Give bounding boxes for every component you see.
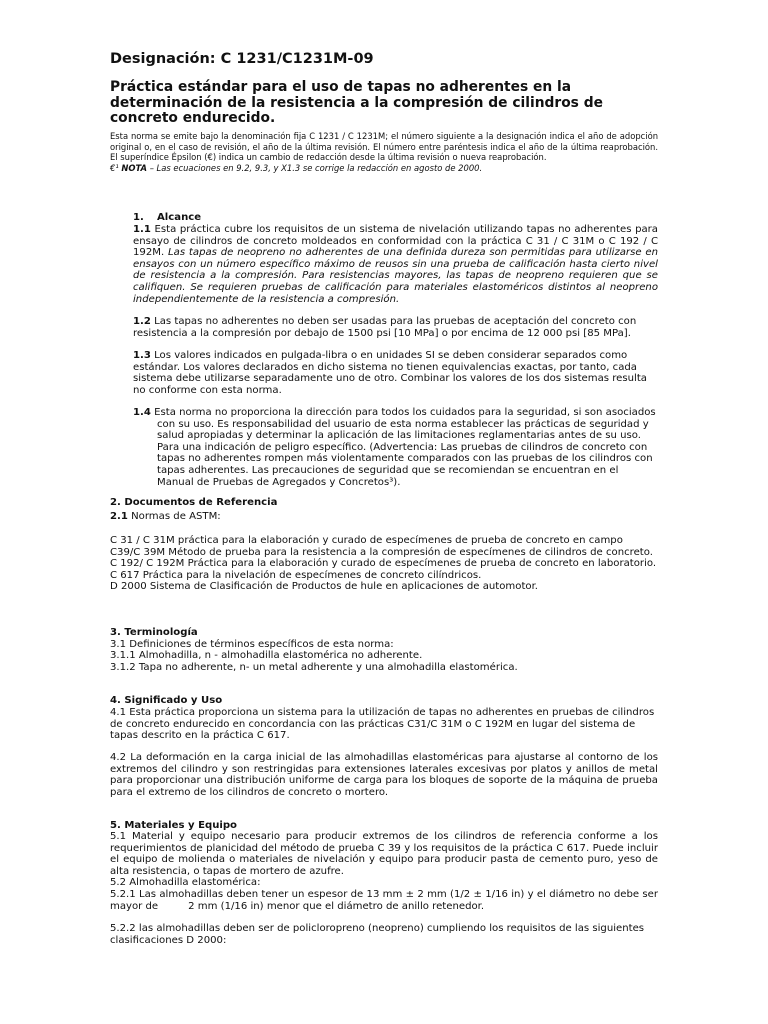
paragraph-1-3 [133,350,658,396]
paragraph-5-2: 5.2 Almohadilla elastomérica: [110,877,261,889]
reference-item: C 31 / C 31M práctica para la elaboración y curado de especímenes de prueba de concreto en campo [110,535,623,546]
paragraph-1-1 [133,224,658,305]
paragraph-1-4-text: Esta norma no proporciona la dirección para todos los cuidados para la seguridad, si son asociados con su uso. Es responsabilidad del usuario de esta norma establecer las prácticas de seguridad y salud apropiadas y determinar la aplicación de las limitaciones reglamentarias antes de su uso. Para una indicación de peligro específico. (Advertencia: Las pruebas de cilindros de concreto con tapas no adherentes rompen más violentamente comparados con las pruebas de los cilindros con tapas adherentes. Las precauciones de seguridad que se recomiendan se encuentran en el Manual de Pruebas de Agregados y Concretos³). [150,407,656,488]
terminology-line: 3.1.2 Tapa no adherente, n- un metal adherente y una almohadilla elastomérica. [110,661,518,673]
issue-note [110,163,658,174]
paragraph-1-4-number: 1.4 [133,407,151,418]
issue-text: Esta norma se emite bajo la denominación fija C 1231 / C 1231M; el número siguiente a la designación indica el año de adopción original o, en el caso de revisión, el año de la última revisión. El número entre paréntesis indica el año de la última reaprobación. El superíndice Épsilon (€) indica un cambio de redacción desde la última revisión o nueva reaprobación. [110,131,658,163]
section-1-heading [133,212,653,224]
note-label: NOTA [121,162,148,173]
section-1-number: 1. [133,212,144,223]
paragraph-5-2-1-a: 5.2.1 Las almohadillas deben tener un espesor de 13 mm ± 2 mm (1/2 ± 1/16 in) y el diámetro no debe ser mayor de [110,888,658,912]
paragraph-1-1-number: 1.1 [133,224,151,235]
paragraph-1-2-number: 1.2 [133,316,151,327]
paragraph-4-1: 4.1 Esta práctica proporciona un sistema para la utilización de tapas no adherentes en pruebas de cilindros de concreto endurecido en concordancia con las prácticas C31/C 31M o C 192M en lugar del sistema de tapas descrito en la práctica C 617. [110,707,655,742]
reference-item: C39/C 39M Método de prueba para la resistencia a la compresión de especímenes de cilindros de concreto. [110,546,653,558]
section-4-heading [110,695,658,707]
document-title: Práctica estándar para el uso de tapas no adherentes en la determinación de la resistencia a la compresión de cilindros de concreto endurecido. [110,79,603,126]
document-designation: Designación: C 1231/C1231M-09 [110,51,374,67]
terminology-line: 3.1.1 Almohadilla, n - almohadilla elastomérica no adherente. [110,650,423,662]
terminology-line: 3.1 Definiciones de términos específicos de esta norma: [110,638,394,650]
paragraph-1-2 [133,316,658,339]
section-2-title: 2. Documentos de Referencia [110,497,278,508]
reference-item: C 617 Práctica para la nivelación de especímenes de concreto cilíndricos. [110,569,482,581]
section-3-heading: 3. Terminología [110,627,198,638]
reference-item: D 2000 Sistema de Clasificación de Productos de hule en aplicaciones de automotor. [110,581,539,593]
paragraph-5-2-1-b: 2 mm (1/16 in) menor que el diámetro de anillo retenedor. [188,900,485,912]
paragraph-1-1-text: Esta práctica cubre los requisitos de un sistema de nivelación utilizando tapas no adherentes para ensayo de cilindros de concreto moldeados en conformidad con la práctica C 31 / C 31M o C 192 / C 192M. [133,224,658,259]
section-5-body [110,831,658,912]
paragraph-5-2-2: 5.2.2 las almohadillas deben ser de policloropreno (neopreno) cumpliendo los requisitos de las siguientes clasificaciones D 2000: [110,923,645,946]
section-1-title: Alcance [157,212,202,223]
reference-item: C 192/ C 192M Práctica para la elaboración y curado de especímenes de prueba de concreto en laboratorio. [110,558,657,570]
epsilon-symbol: €¹ [110,162,119,173]
paragraph-5-1: 5.1 Material y equipo necesario para producir extremos de los cilindros de referencia conforme a los requerimientos de planicidad del método de prueba C 39 y los requisitos de la práctica C 617. Puede incluir el equipo de molienda o materiales de nivelación y equipo para producir pasta de cemento puro, yeso de alta resistencia, o tapas de mortero de azufre. [110,831,658,877]
paragraph-1-1-italic: Las tapas de neopreno no adherentes de una definida dureza son permitidas para utilizarse en ensayos con un número específico máximo de reusos sin una prueba de calificación hasta cierto nivel de resistencia a la compresión. Para resistencias mayores, las tapas de neopreno requieren que se califiquen. Se requieren pruebas de calificación para materiales elastoméricos distintos al neopreno independientemente de la resistencia a compresión. [133,247,658,305]
issue-statement [110,131,658,173]
paragraph-2-1-number: 2.1 [110,511,128,522]
section-5-title: 5. Materiales y Equipo [110,820,237,831]
paragraph-1-3-text: Los valores indicados en pulgada-libra o en unidades SI se deben considerar separados como estándar. Los valores declarados en dicho sistema no tienen equivalencias exactas, por tanto, cada sistema debe utilizarse separadamente uno de otro. Combinar los valores de los dos sistemas resulta no conforme con esta norma. [133,350,647,396]
note-text: – Las ecuaciones en 9.2, 9.3, y X1.3 se corrige la redacción en agosto de 2000. [147,162,483,173]
paragraph-1-3-number: 1.3 [133,350,151,361]
paragraph-4-2: 4.2 La deformación en la carga inicial de las almohadillas elastoméricas para ajustarse al contorno de los extremos del cilindro y son restringidas para extensiones laterales excesivas por platos y anillos de metal para proporcionar una distribución uniforme de carga para los bloques de soporte de la máquina de prueba para el extremo de los cilindros de concreto o mortero. [110,752,658,798]
paragraph-1-4 [133,407,658,488]
reference-list [110,535,658,593]
section-4-title: 4. Significado y Uso [110,695,223,706]
section-2-heading [110,497,658,509]
paragraph-5-2-1 [110,889,658,912]
paragraph-2-1 [110,511,658,523]
section-3 [110,627,658,673]
section-5-heading [110,820,658,832]
paragraph-2-1-text: Normas de ASTM: [127,511,221,522]
paragraph-1-2-text: Las tapas no adherentes no deben ser usadas para las pruebas de aceptación del concreto con resistencia a la compresión por debajo de 1500 psi [10 MPa] o por encima de 12 000 psi [85 MPa]. [133,316,637,339]
